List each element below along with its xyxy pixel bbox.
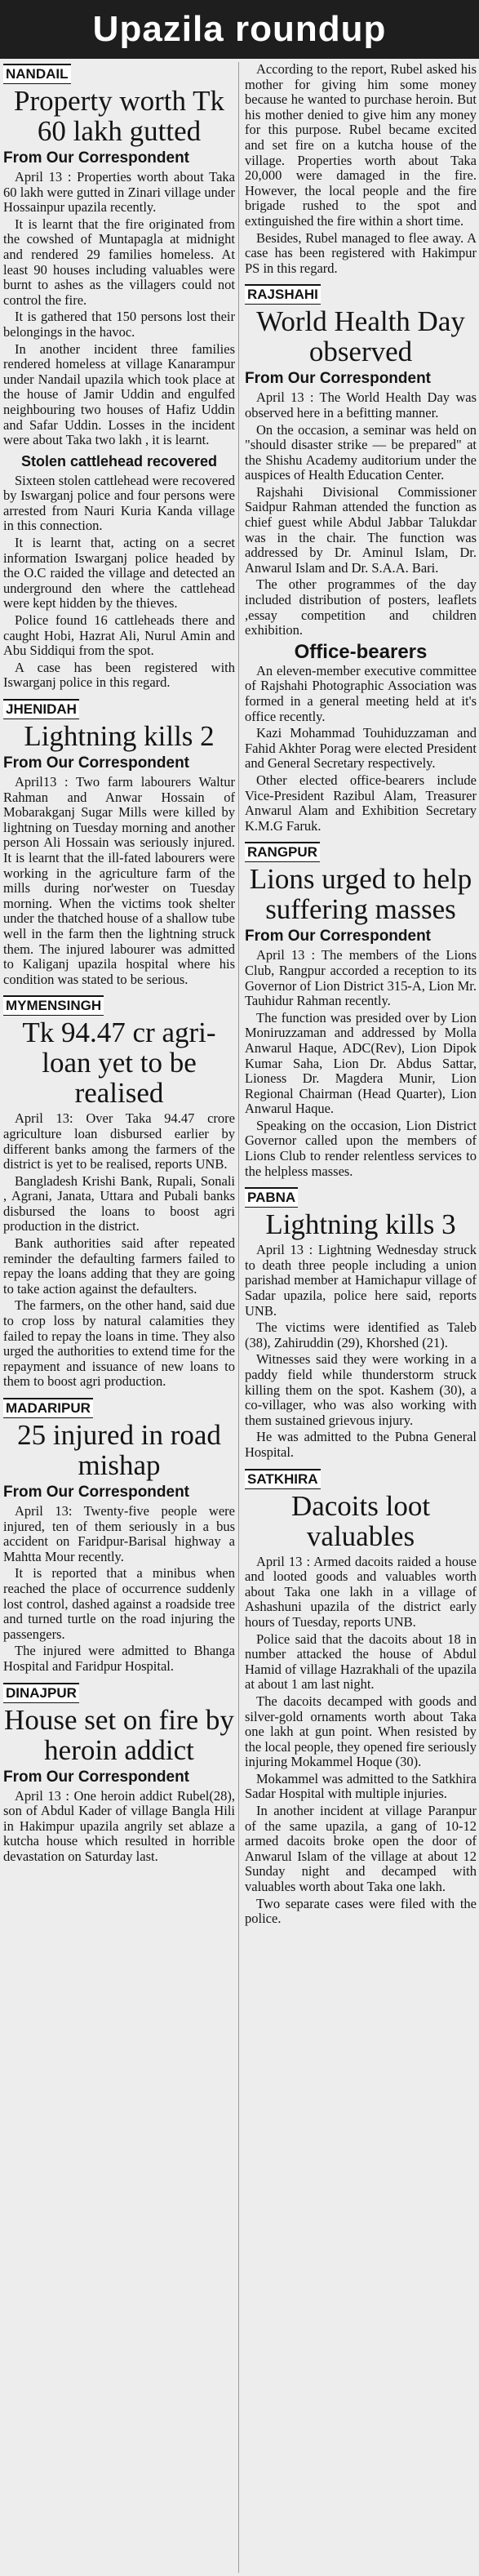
subheading: Office-bearers [294, 640, 428, 663]
byline: From Our Correspondent [3, 754, 190, 772]
story-mymensingh [3, 994, 235, 1390]
story-dinajpur-continued [245, 62, 477, 276]
headline: Lightning kills 3 [265, 1208, 456, 1241]
section-tag: JHENIDAH [3, 699, 79, 719]
section-tag: SATKHIRA [245, 1469, 321, 1489]
paragraph: Witnesses said they were working in a paddy field while thunderstorm struck killing them on the spot. Kashem (30), a co-villager, who was also working with them sustained grievous injury. [245, 1351, 477, 1428]
byline: From Our Correspondent [245, 928, 432, 945]
paragraph: The function was presided over by Lion Moniruzzaman and addressed by Molla Anwarul Haque, ADC(Rev), Lion Dipok Kumar Saha, Lion Dr. Abdus Sattar, Lioness Dr. Magdera Munir, Lion Regional Chairman (Head Quarter), Lion Anwarul Haque. [245, 1009, 477, 1117]
paragraph: April 13: Twenty-five people were injured, ten of them seriously in a bus accident on Faridpur-Barisal highway a Mahtta Mour recently. [3, 1503, 235, 1564]
paragraph: Kazi Mohammad Touhiduzzaman and Fahid Akhter Porag were elected President and General Secretary respectively. [245, 725, 477, 772]
paragraph: He was admitted to the Pubna General Hospital. [245, 1429, 477, 1460]
section-tag: NANDAIL [3, 64, 71, 84]
paragraph: Police said that the dacoits about 18 in number attacked the house of Abdul Hamid of village Hazrakhali of the upazila at about 1 am last night. [245, 1631, 477, 1693]
paragraph: Sixteen stolen cattlehead were recovered by Iswarganj police and four persons were arrested from Nauri Kuria Kanda village in this connection. [3, 472, 235, 534]
paragraph: Rajshahi Divisional Commissioner Saidpur Rahman attended the function as chief guest while Abdul Jabbar Talukdar was in the chair. The function was addressed by Dr. Aminul Islam, Dr. Anwarul Islam and Dr. S.A.A. Bari. [245, 483, 477, 576]
headline: Lightning kills 2 [24, 720, 215, 752]
story-rangpur [245, 840, 477, 1179]
story-madaripur [3, 1396, 235, 1675]
headline: House set on fire by heroin addict [4, 1703, 234, 1766]
paragraph: An eleven-member executive committee of Rajshahi Photographic Association was formed in a general meeting held at it's office recently. [245, 662, 477, 724]
story-satkhira [245, 1467, 477, 1927]
story-pabna [245, 1186, 477, 1460]
paragraph: It is learnt that, acting on a secret information Iswarganj police headed by the O.C raided the village and detected an underground den where the cattlehead were kept hidden by the thieves. [3, 535, 235, 612]
paragraph: It is learnt that the fire originated from the cowshed of Muntapagla at midnight and rendered 29 families homeless. At least 90 houses including valuables were burnt to ashes as the villagers could not control the fire. [3, 216, 235, 308]
paragraph: April 13 : Armed dacoits raided a house and looted goods and valuables worth about Taka one lakh in a village of Ashashuni upazila of the district early hours of Tuesday, reports UNB. [245, 1553, 477, 1630]
headline: Property worth Tk 60 lakh gutted [14, 85, 224, 147]
paragraph: April13 : Two farm labourers Waltur Rahman and Anwar Hossain of Mobarakganj Sugar Mills were killed by lightning on Tuesday morning and another person Ali Hossain was seriously injured. It is learnt that the ill-fated labourers were working in the agriculture farm of the mills during nor'wester on Tuesday morning. When the victims took shelter under the thatched house of a shallow tube well in the farm then the lightning struck them. The injured labourer was admitted to Kaliganj upazila hospital where his condition was stated to be serious. [3, 774, 235, 987]
paragraph: The injured were admitted to Bhanga Hospital and Faridpur Hospital. [3, 1643, 235, 1674]
section-tag: MYMENSINGH [3, 995, 104, 1016]
paragraph: April 13: Over Taka 94.47 crore agriculture loan disbursed earlier by different banks among the farmers of the district is yet to be realised, reports UNB. [3, 1110, 235, 1172]
story-rajshahi [245, 283, 477, 834]
byline: From Our Correspondent [3, 1484, 190, 1501]
paragraph: It is gathered that 150 persons lost their belongings in the havoc. [3, 309, 235, 340]
byline: From Our Correspondent [245, 370, 432, 388]
paragraph: Two separate cases were filed with the police. [245, 1895, 477, 1927]
paragraph: A case has been registered with Iswarganj police in this regard. [3, 659, 235, 691]
paragraph: Speaking on the occasion, Lion District Governor called upon the members of Lions Club to render relentless services to the helpless masses. [245, 1117, 477, 1179]
headline: Lions urged to help suffering masses [249, 863, 472, 926]
paragraph: April 13 : Lightning Wednesday struck to death three people including a union parishad member at Hamichapur village of Sadar upazila, police here said, reports UNB. [245, 1242, 477, 1319]
paragraph: The dacoits decamped with goods and silver-gold ornaments worth about Taka one lakh at gun point. When resisted by the local people, they opened fire seriously injuring Mokammel Hoque (30). [245, 1693, 477, 1770]
section-tag: DINAJPUR [3, 1683, 79, 1703]
paragraph: In another incident three families rendered homeless at village Kanarampur under Nandail upazila which took place at the house of Jamir Uddin and engulfed neighbouring two houses of Hafiz Uddin and Safar Uddin. Losses in the incident were about Taka two lakh , it is learnt. [3, 340, 235, 448]
paragraph: The victims were identified as Taleb (38), Zahiruddin (29), Khorshed (21). [245, 1319, 477, 1350]
page-banner: Upazila roundup [0, 0, 479, 59]
paragraph: April 13 : The members of the Lions Club, Rangpur accorded a reception to its Governor of Lion District 315-A, Lion Mr. Tauhidur Rahman recently. [245, 947, 477, 1009]
story-nandail [3, 62, 235, 691]
paragraph: According to the report, Rubel asked his mother for giving him some money because he wanted to purchase heroin. But his mother denied to give him any money for this purpose. Rubel became excited and set fire on a kutcha house of the village. Properties worth about Taka 20,000 were damaged in the fire. However, the local people and the fire brigade rushed to the spot and extinguished the fire within a short time. [245, 61, 477, 229]
paragraph: Besides, Rubel managed to flee away. A case has been registered with Hakimpur PS in this regard. [245, 229, 477, 276]
paragraph: Bangladesh Krishi Bank, Rupali, Sonali , Agrani, Janata, Uttara and Pubali banks disbursed the loans to boost agri production in the district. [3, 1172, 235, 1235]
section-tag: RAJSHAHI [245, 284, 321, 305]
section-tag: RANGPUR [245, 842, 320, 862]
headline: Tk 94.47 cr agri-loan yet to be realised [22, 1017, 216, 1110]
paragraph: On the occasion, a seminar was held on "should disaster strike — be prepared" at the Shishu Academy auditorium under the auspices of Health Education Center. [245, 421, 477, 483]
right-column [245, 62, 477, 1933]
paragraph: The farmers, on the other hand, said due to crop loss by natural calamities they failed to repay the loans in time. They also urged the authorities to extend time for the repayment and issuance of new loans to them to boost agri production. [3, 1297, 235, 1390]
paragraph: Police found 16 cattleheads there and caught Hobi, Hazrat Ali, Nurul Amin and Abu Siddiqui from the spot. [3, 612, 235, 659]
subheading: Stolen cattlehead recovered [20, 452, 218, 469]
story-jhenidah [3, 697, 235, 987]
paragraph: Other elected office-bearers include Vice-President Razibul Alam, Treasurer Anwarul Alam and Exhibition Secretary K.M.G Faruk. [245, 772, 477, 834]
section-tag: MADARIPUR [3, 1398, 93, 1418]
byline: From Our Correspondent [3, 1768, 190, 1786]
paragraph: Bank authorities said after repeated reminder the defaulting farmers failed to repay the loans adding that they are going to take action against the defaulters. [3, 1235, 235, 1297]
headline: 25 injured in road mishap [17, 1419, 221, 1481]
headline: World Health Day observed [256, 305, 465, 368]
paragraph: Mokammel was admitted to the Satkhira Sadar Hospital with multiple injuries. [245, 1770, 477, 1802]
byline: From Our Correspondent [3, 149, 190, 167]
left-column [3, 62, 235, 1871]
paragraph: In another incident at village Paranpur of the same upazila, a gang of 10-12 armed dacoits broke open the door of Anwarul Islam of the village at about 12 Sunday night and decamped with valuables worth about Taka one lakh. [245, 1803, 477, 1895]
story-dinajpur [3, 1681, 235, 1865]
section-tag: PABNA [245, 1187, 298, 1208]
headline: Dacoits loot valuables [291, 1489, 431, 1552]
column-divider [238, 62, 239, 2573]
paragraph: It is reported that a minibus when reached the place of occurrence suddenly lost control, dashed against a roadside tree and turned turtle on the road injuring the passengers. [3, 1565, 235, 1642]
paragraph: April 13 : The World Health Day was observed here in a befitting manner. [245, 389, 477, 420]
paragraph: April 13 : Properties worth about Taka 60 lakh were gutted in Zinari village under Hossainpur upazila recently. [3, 169, 235, 216]
paragraph: The other programmes of the day included distribution of posters, leaflets ,essay competition and children exhibition. [245, 576, 477, 638]
paragraph: April 13 : One heroin addict Rubel(28), son of Abdul Kader of village Bangla Hili in Hakimpur upazila angrily set ablaze a kutcha house which resulted in horrible devastation on Saturday last. [3, 1787, 235, 1864]
